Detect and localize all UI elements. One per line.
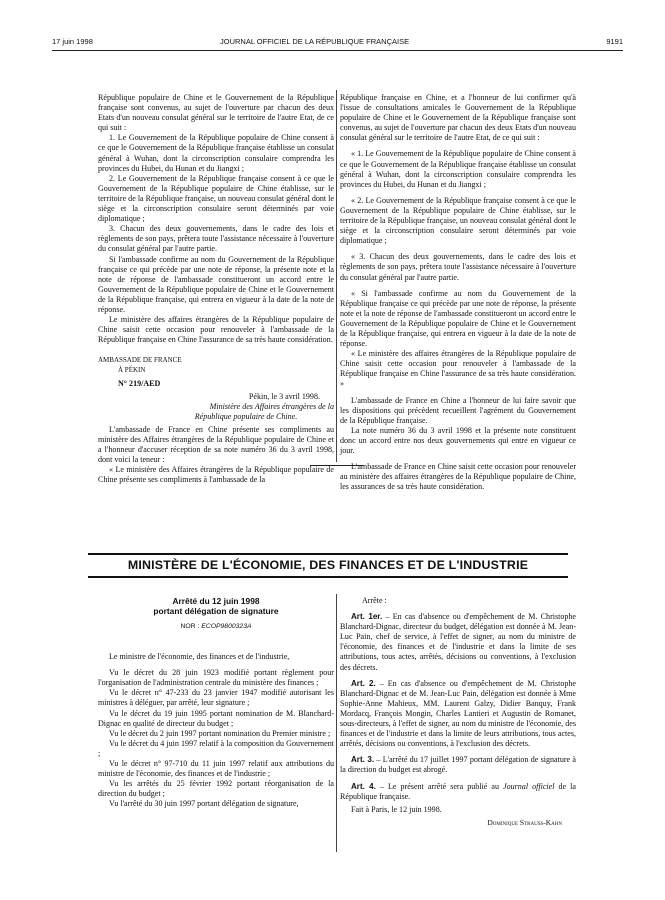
section-separator [310,465,364,466]
place-date: Pékin, le 3 avril 1998. [248,391,320,401]
paragraph: « 2. Le Gouvernement de la République française consent à ce que le Gouvernement de la République populaire de Chine établisse, sur le territoire de la République française, un nouveau consulat général dont le siège et la circonscription consulaire seront déterminés par voie diplomatique ; [340,195,576,246]
embassy-line: AMBASSADE DE FRANCE [98,356,182,365]
column-divider-bottom [336,594,337,852]
bottom-right-column [340,596,576,828]
paragraph: Vu le décret du 2 juin 1997 portant nomination du Premier ministre ; [109,728,331,738]
header-rule [52,50,623,51]
article-label: Art. 3. [351,755,375,765]
paragraph: République française en Chine, et a l'honneur de lui confirmer qu'à l'issue de consultations amicales le Gouvernement de la République populaire de Chine et le Gouvernement de la République française sont convenus, au sujet de l'ouverture par chacun des deux Etats d'un nouveau consulat général sur le territoire de l'autre Etat, de ce qui suit : [340,93,576,143]
paragraph: Le ministère des affaires étrangères de la République populaire de Chine saisit cette occasion pour renouveler à l'ambassade de la République française en Chine l'assurance de sa très haute considération. [98,315,334,345]
paragraph: Si l'ambassade confirme au nom du Gouvernement de la République française ce qui précède par une note de réponse, la présente note et la note de réponse de l'ambassade constitueront un accord entre le Gouvernement de la République populaire de Chine et le Gouvernement de la République française, qui entrera en vigueur à la date de la note de réponse. [98,254,334,314]
note-number: N° 219/AED [118,378,161,388]
top-right-column [340,93,576,492]
paragraph: Vu le décret du 19 juin 1995 portant nomination de M. Blanchard-Dignac en qualité de directeur du budget ; [98,708,334,728]
paragraph: L'ambassade de France en Chine a l'honneur de lui faire savoir que les dispositions qui précèdent recueillent l'agrément du Gouvernement de la République française. [340,395,576,425]
journal-name: Journal officiel [503,781,555,791]
ministry-title: MINISTÈRE DE L'ÉCONOMIE, DES FINANCES ET DE L'INDUSTRIE [88,553,568,578]
paragraph: « Le ministère des affaires étrangères de la République populaire de Chine saisit cette occasion pour renouveler à l'ambassade de la République française en Chine l'assurance de sa très haute considération. » [340,349,576,389]
paragraph: L'ambassade de France en Chine présente ses compliments au ministère des Affaires étrangères de la République populaire de Chine et a l'honneur d'accuser réception de sa note numéro 36 du 3 avril 1998, dont voici la teneur : [98,424,334,465]
header-date: 17 juin 1998 [52,37,93,46]
article-text: – En cas d'absence ou d'empêchement de M. Christophe Blanchard-Dignac, directeur du budget, délégation est donnée à M. Jean-Luc Pain, chef de service, à l'effet de signer, au nom du ministre de l'économie, des finances et de l'industrie et dans la limite de ses attributions, tous actes, arrêtés, décisions ou conventions, à l'exclusion des décrets. [340,612,577,672]
article-2 [340,679,576,750]
arrete-heading: Arrête : [362,596,387,605]
header-page-number: 9191 [606,37,623,46]
paragraph: Vu le décret du 28 juin 1923 modifié portant règlement pour l'organisation de l'administration centrale du ministère des finances ; [98,668,334,688]
article-label: Art. 2. [351,678,376,688]
article-4 [340,782,576,802]
paragraph: 2. Le Gouvernement de la République française consent à ce que le Gouvernement de la République populaire de Chine établisse, sur le territoire de la République française, un nouveau consulat général dont le siège et la circonscription consulaire seront déterminés par voie diplomatique ; [98,173,334,224]
paragraph: Vu le décret du 4 juin 1997 relatif à la composition du Gouvernement ; [98,738,334,758]
article-3 [340,755,576,775]
signature: Dominique Strauss-Kahn [487,817,562,827]
article-1 [340,612,576,673]
nor-code: ECOP9800323A [201,623,252,630]
column-divider-top [336,90,337,462]
embassy-city: À PÉKIN [118,366,146,375]
article-label: Art. 1er. [351,612,383,622]
nor-reference [98,622,334,632]
addressee-line: Ministère des Affaires étrangères de la [209,401,334,411]
paragraph: « Si l'ambassade confirme au nom du Gouvernement de la République française ce qui précède par une note de réponse, la présente note et la note de réponse de l'ambassade constitueront un accord entre le Gouvernement de la République populaire de Chine et le Gouvernement de la République française, qui entrera en vigueur à la date de la note de réponse. [340,288,576,349]
header-journal-title: JOURNAL OFFICIEL DE LA RÉPUBLIQUE FRANÇAISE [220,37,410,46]
paragraph: 1. Le Gouvernement de la République populaire de Chine consent à ce que le Gouvernement de la République française établisse un consulat général à Wuhan, dont la circonscription consulaire comprendra les provinces du Hubei, du Hunan et du Jiangxi ; [98,133,334,173]
paragraph: « 1. Le Gouvernement de la République populaire de Chine consent à ce que le Gouvernement de la République française établisse un consulat général à Wuhan, dont la circonscription consulaire comprendra les provinces du Hubei, du Hunan et du Jiangxi ; [340,149,576,189]
running-header [52,37,623,49]
addressee-line: République populaire de Chine. [194,411,298,421]
paragraph: La note numéro 36 du 3 avril 1998 et la présente note constituent donc un accord entre nos deux gouvernements qui entre en vigueur ce jour. [340,425,576,455]
arrete-title: Arrêté du 12 juin 1998 [172,596,260,606]
bottom-left-column [98,596,334,810]
paragraph: Le ministre de l'économie, des finances et de l'industrie, [109,652,290,662]
article-text: – L'arrêté du 17 juillet 1997 portant délégation de signature à la direction du budget est abrogé. [340,755,576,775]
nor-label: NOR : [180,623,202,630]
paragraph: Vu l'arrêté du 30 juin 1997 portant délégation de signature, [109,799,299,809]
arrete-subtitle: portant délégation de signature [153,606,279,616]
paragraph: Vu le décret n° 47-233 du 23 janvier 1947 modifié autorisant les ministres à déléguer, par arrêté, leur signature ; [98,688,334,708]
paragraph: Vu les arrêtés du 25 février 1992 portant réorganisation de la direction du budget ; [98,779,334,799]
paragraph: L'ambassade de France en Chine saisit cette occasion pour renouveler au ministère des affaires étrangères de la République populaire de Chine, les assurances de sa très haute considération. [340,462,576,492]
article-text: de la République française. [340,781,576,801]
paragraph: République populaire de Chine et le Gouvernement de la République française sont convenus, au sujet de l'ouverture par chacun des deux Etats d'un nouveau consulat général sur le territoire de l'autre Etat, de ce qui suit : [98,93,334,133]
paragraph: 3. Chacun des deux gouvernements, dans le cadre des lois et règlements de son pays, prêtera toute l'assistance nécessaire à l'ouverture du consulat général par l'autre partie. [98,224,334,254]
done-at: Fait à Paris, le 12 juin 1998. [351,804,442,814]
top-left-column [98,93,334,485]
paragraph: Vu le décret n° 97-710 du 11 juin 1997 relatif aux attributions du ministre de l'économie, des finances et de l'industrie ; [98,759,334,779]
paragraph: « Le ministère des Affaires étrangères de la République populaire de Chine présente ses compliments à l'ambassade de la [98,465,334,485]
article-text: – En cas d'absence ou d'empêchement de M. Christophe Blanchard-Dignac et de M. Jean-Luc Pain, délégation est donnée à Mme Sophie-Anne Mahieux, MM. Laurent Galzy, Didier Banquy, Frank Mordacq, François Mongin, Charles Lantieri et Augustin de Romanet, sous-directeurs, à l'effet de signer, au nom du ministre de l'économie, des finances et de l'industrie et dans la limite de leurs attributions, tous actes, arrêtés, décisions ou conventions, à l'exclusion des décrets. [340,678,577,749]
article-text: – Le présent arrêté sera publié au [375,781,504,791]
article-label: Art. 4. [351,781,376,791]
paragraph: « 3. Chacun des deux gouvernements, dans le cadre des lois et règlements de son pays, prêtera toute l'assistance nécessaire à l'ouverture du consulat général par l'autre partie. [340,252,576,282]
